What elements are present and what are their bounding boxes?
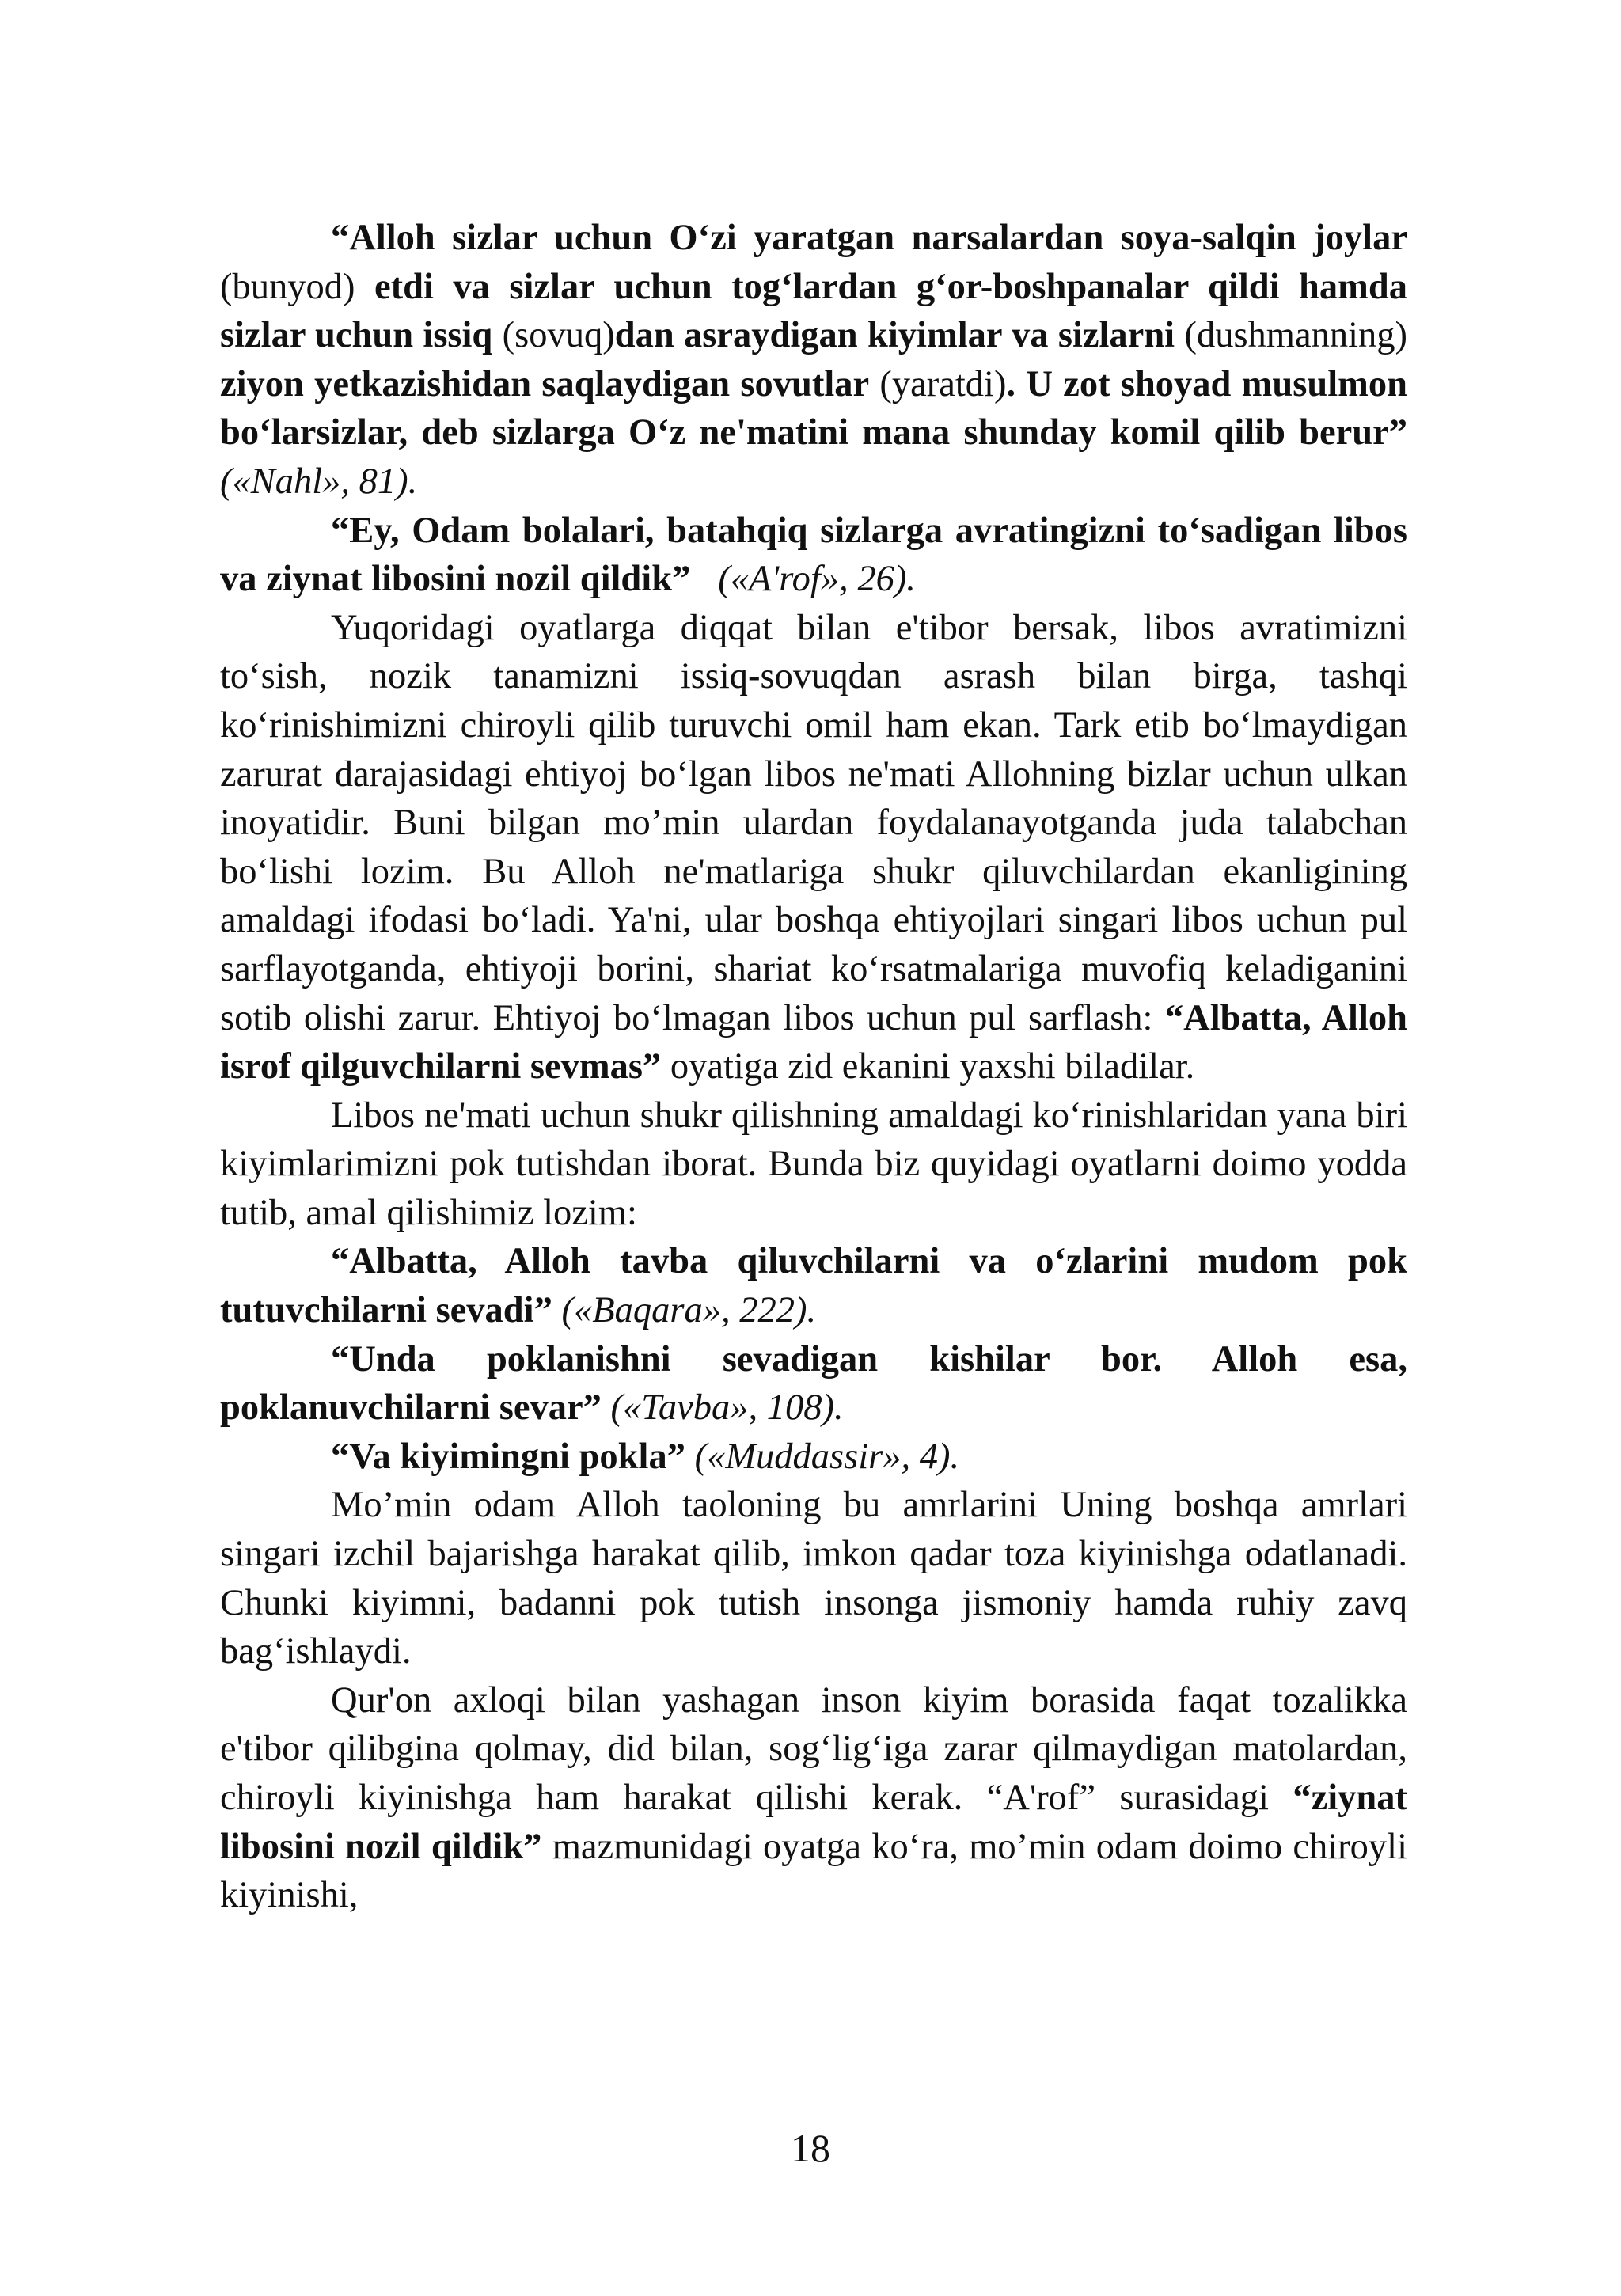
page-text xyxy=(220,214,1407,1920)
paragraph-body-3 xyxy=(220,1481,1407,1676)
quote-text: “Va kiyimingni pokla” xyxy=(331,1436,685,1477)
plain-text: (sovuq) xyxy=(492,315,615,356)
quote-text: dan asraydigan kiyimlar va sizlarni xyxy=(614,315,1175,356)
plain-text: Yuqoridagi oyatlarga diqqat bilan e'tibor bersak, libos avratimizni to‘sish, nozik tanamizni issiq-sovuqdan asrash bilan birga, tashqi ko‘rinishimizni chiroyli qilib turuvchi omil ham ekan. Tark etib bo‘lmaydigan zarurat darajasidagi ehtiyoj bo‘lgan libos ne'mati Allohning bizlar uchun ulkan inoyatidir. Buni bilgan mo’min ulardan foydalanayotganda juda talabchan bo‘lishi lozim. Bu Alloh ne'matlariga shukr qiluvchilardan ekanligining amaldagi ifodasi bo‘ladi. Ya'ni, ular boshqa ehtiyojlari singari libos uchun pul sarflayotganda, ehtiyoji borini, shariat ko‘rsatmalariga muvofiq keladiganini sotib olishi zarur. Ehtiyoj bo‘lmagan libos uchun pul sarflash: xyxy=(220,607,1407,1038)
paragraph-body-2 xyxy=(220,1091,1407,1238)
paragraph-arof-quote xyxy=(220,507,1407,604)
plain-text: Libos ne'mati uchun shukr qilishning amaldagi ko‘rinishlaridan yana biri kiyimlarimizni pok tutishdan iborat. Bunda biz quyidagi oyatlarni doimo yodda tutib, amal qilishimiz lozim: xyxy=(220,1095,1407,1233)
plain-text: Qur'on axloqi bilan yashagan inson kiyim borasida faqat tozalikka e'tibor qilibgina qolmay, did bilan, sog‘lig‘iga zarar qilmaydigan matolardan, chiroyli kiyinishga ham harakat qilishi kerak. “A'rof” surasidagi xyxy=(220,1679,1407,1818)
quote-text: “Albatta, Alloh tavba qiluvchilarni va o‘zlarini mudom pok tutuvchilarni sevadi” xyxy=(220,1241,1407,1331)
paragraph-tavba-quote xyxy=(220,1335,1407,1433)
quote-text: . U zot shoyad musulmon bo‘larsizlar, deb sizlarga O‘z ne'matini mana shunday komil qilib berur” xyxy=(220,363,1407,454)
paragraph-body-4 xyxy=(220,1676,1407,1920)
quote-text: etdi va sizlar uchun tog‘lardan g‘or-boshpanalar qildi hamda sizlar uchun issiq xyxy=(220,266,1407,356)
paragraph-baqara-quote xyxy=(220,1237,1407,1334)
citation: («Muddassir», 4). xyxy=(685,1436,960,1477)
paragraph-nahl-quote xyxy=(220,214,1407,507)
quote-text: “Alloh sizlar uchun O‘zi yaratgan narsalardan soya-salqin joylar xyxy=(331,218,1407,258)
paragraph-muddassir-quote xyxy=(220,1433,1407,1482)
quote-text: “Ey, Odam bolalari, batahqiq sizlarga avratingizni to‘sadigan libos va ziynat libosini nozil qildik” xyxy=(220,510,1407,600)
citation: («Tavba», 108). xyxy=(601,1387,844,1429)
plain-text: (dushmanning) xyxy=(1175,315,1407,356)
quote-text: ziyon yetkazishidan saqlaydigan sovutlar xyxy=(220,363,870,404)
page-number: 18 xyxy=(791,2126,830,2170)
quote-text: “Albatta, Alloh isrof qilguvchilarni sevmas” xyxy=(220,997,1407,1087)
quote-text: “ziynat libosini nozil qildik” xyxy=(220,1778,1407,1867)
plain-text: mazmunidagi oyatga ko‘ra, mo’min odam doimo chiroyli kiyinishi, xyxy=(220,1826,1407,1916)
quote-text: “Unda poklanishni sevadigan kishilar bor. Alloh esa, poklanuvchilarni sevar” xyxy=(220,1338,1407,1429)
plain-text: (yaratdi) xyxy=(869,363,1007,404)
plain-text: (bunyod) xyxy=(220,266,374,307)
citation: («A'rof», 26). xyxy=(690,559,916,600)
paragraph-body-1 xyxy=(220,604,1407,1091)
plain-text: Mo’min odam Alloh taoloning bu amrlarini Uning boshqa amrlari singari izchil bajarishga harakat qilib, imkon qadar toza kiyinishga odatlanadi. Chunki kiyimni, badanni pok tutish insonga jismoniy hamda ruhiy zavq bag‘ishlaydi. xyxy=(220,1485,1407,1672)
plain-text: oyatiga zid ekanini yaxshi biladilar. xyxy=(661,1046,1195,1087)
citation: («Baqara», 222). xyxy=(552,1290,817,1331)
citation: («Nahl», 81). xyxy=(220,461,418,502)
